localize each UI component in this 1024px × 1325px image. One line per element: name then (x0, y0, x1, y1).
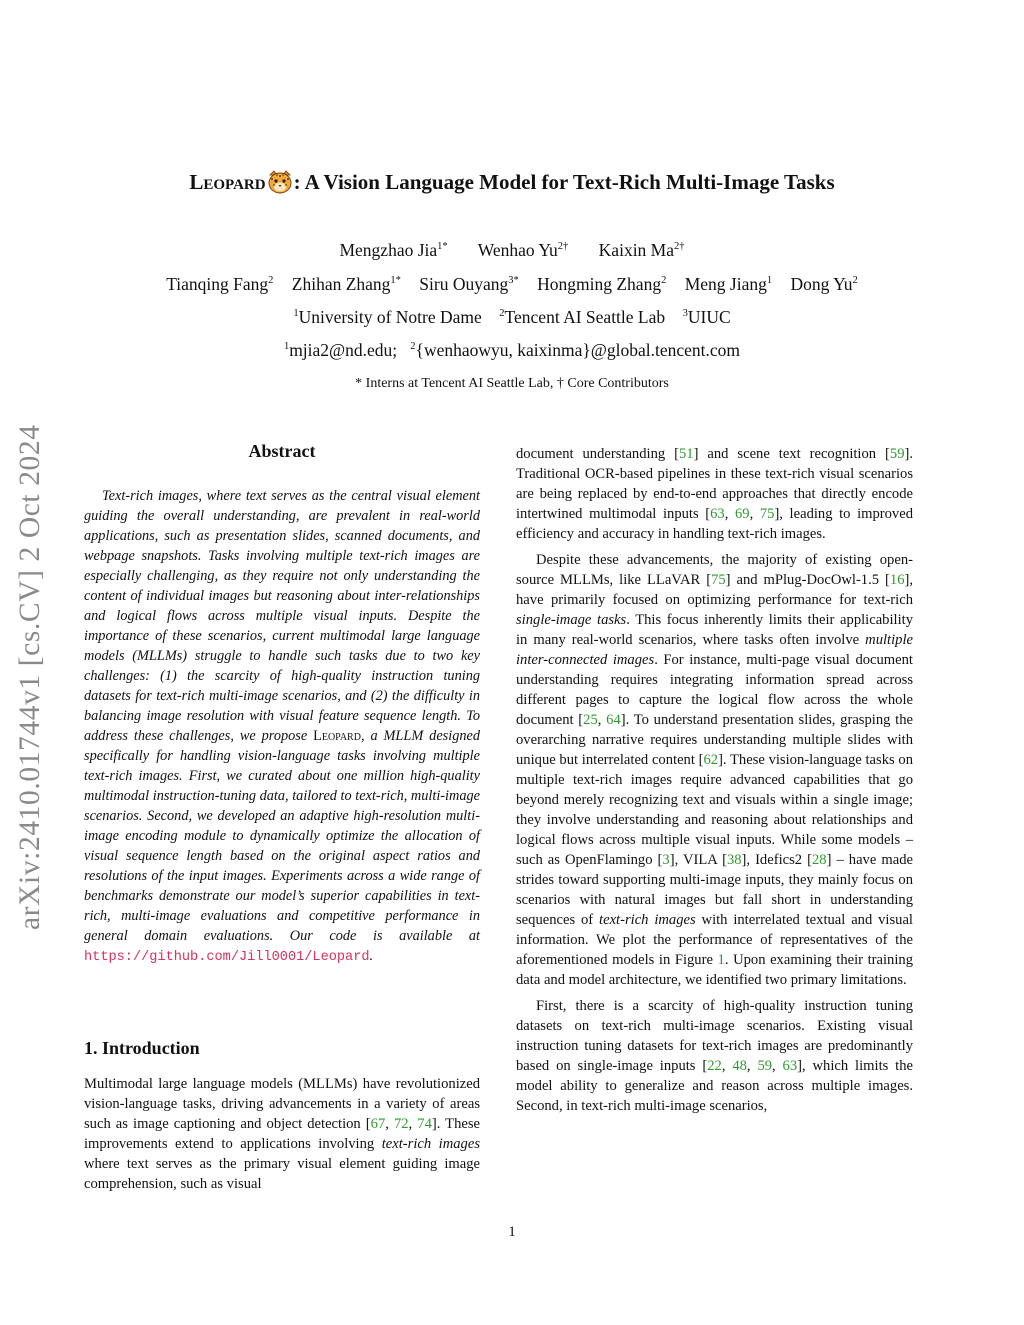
author-row-1: Mengzhao Jia$^{1*}$ Wenhao $Yu^{2\dagger}$ Kaixin $Ma^{2\dagger}$ (339, 240, 685, 260)
intro-body-right: document understanding [51] and scene text recognition [59]. Traditional OCR-based pipelines in these text-rich visual scenarios are being replaced by end-to-end approaches that directly encode intertwined multimodal inputs [63, 69, 75], leading to improved efficiency and accuracy in handling text-rich images. Despite these advancements, the majority of existing open-source MLLMs, like LLaVAR [75] and mPlug-DocOwl-1.5 [16], have primarily focused on optimizing performance for text-rich single-image tasks. This focus inherently limits their applicability in many real-world scenarios, where tasks often involve multiple inter-connected images. For instance, multi-page visual document understanding requires integrating information spread across different pages to capture the logical flow across the whole document [25, 64]. To understand presentation slides, grasping the overarching narrative requires understanding multiple slides with unique but interrelated content [62]. These vision-language tasks on multiple text-rich images require advanced capabilities that go beyond merely recognizing text and visuals within a single image; they involve understanding and reasoning about relationships and logical flows across multiple visual inputs. While some models – such as OpenFlamingo [3], VILA [38], Idefics2 [28] – have made strides toward supporting multi-image inputs, they mainly focus on scenarios with natural images but fall short in understanding sequences of text-rich images with interrelated textual and visual information. We plot the performance of representatives of the aforementioned models in Figure 1. Upon examining their training data and model architecture, we identified two primary limitations. First, there is a scarcity of high-quality instruction tuning datasets on text-rich multi-image scenarios. Existing visual instruction tuning datasets for text-rich images are predominantly based on single-image inputs [22, 48, 59, 63], which limits the model ability to generalize and reason across multiple images. Second, in text-rich multi-image scenarios, (516, 446, 914, 1114)
citation-link[interactable]: 22 (707, 1058, 722, 1074)
contribution-note: * Interns at Tencent AI Seattle Lab, † Core Contributors (355, 376, 669, 391)
citation-link[interactable]: 38 (726, 852, 742, 868)
affiliation: UIUC (687, 307, 731, 327)
model-name: Leopard (313, 728, 361, 744)
citation-link[interactable]: 69 (734, 506, 750, 522)
title-text: : A Vision Language Model for Text-Rich Multi-Image Tasks (293, 170, 835, 194)
author-name: Hongming Zhang (537, 274, 662, 294)
citation-link[interactable]: 48 (732, 1058, 747, 1074)
author-name: Mengzhao Jia (339, 240, 438, 260)
paper-title (0, 170, 1024, 200)
leopard-face-icon (267, 170, 293, 200)
citation-link[interactable]: 62 (703, 752, 719, 768)
email: {wenhaowyu, kaixinma}@global.tencent.com (415, 340, 741, 360)
citation-link[interactable]: 64 (606, 712, 621, 728)
arxiv-stamp: arXiv:2410.01744v1 [cs.CV] 2 Oct 2024 (14, 424, 46, 930)
citation-link[interactable]: 51 (679, 446, 694, 462)
affiliation: Tencent AI Seattle Lab (504, 307, 666, 327)
author-name: Kaixin Ma (598, 240, 675, 260)
author-name: Zhihan Zhang (291, 274, 391, 294)
intro-body-left: Multimodal large language models (MLLMs) have revolutionized vision-language tasks, driving advancements in a variety of areas such as image captioning and object detection [67, 72, 74]. These improvements extend to applications involving text-rich images where text serves as the primary visual element guiding image comprehension, such as visual (84, 1076, 481, 1192)
author-name: Tianqing Fang (166, 274, 269, 294)
page-number: 1 (508, 1224, 516, 1240)
abstract-heading: Abstract (248, 441, 316, 461)
citation-link[interactable]: 28 (811, 852, 827, 868)
citation-link[interactable]: 75 (759, 506, 775, 522)
citation-link[interactable]: 67 (370, 1116, 386, 1132)
affiliation: University of Notre Dame (298, 307, 482, 327)
citation-link[interactable]: 72 (393, 1116, 409, 1132)
citation-link[interactable]: 74 (417, 1116, 432, 1132)
figure-link[interactable]: 1 (717, 952, 725, 968)
citation-link[interactable]: 59 (889, 446, 905, 462)
citation-link[interactable]: 63 (710, 506, 725, 522)
author-row-2: Tianqing Fang$^2$ Zhihan Zhang$^{1*}$ Siru Ouyang$^{3*}$ Hongming Zhang$^2$ Meng Jiang$^1$ Dong Yu$^2$ (166, 274, 858, 294)
affiliations: $^1$University of Notre Dame $^2$Tencent AI Seattle Lab $^3$UIUC (293, 307, 731, 327)
citation-link[interactable]: 59 (757, 1058, 773, 1074)
email: mjia2@nd.edu; (289, 340, 398, 360)
code-link[interactable]: https://github.com/Jill0001/Leopard (84, 950, 370, 965)
section-heading-introduction: 1. Introduction (84, 1038, 200, 1058)
author-emails: $^1$mjia2@nd.edu; $^2${wenhaowyu, kaixinma}@global.tencent.com (283, 340, 741, 360)
author-name: Wenhao Yu (477, 240, 558, 260)
author-name: Meng Jiang (684, 274, 767, 294)
citation-link[interactable]: 16 (889, 572, 905, 588)
citation-link[interactable]: 25 (583, 712, 598, 728)
model-name: Leopard (189, 170, 266, 194)
author-name: Siru Ouyang (419, 274, 509, 294)
citation-link[interactable]: 63 (782, 1058, 798, 1074)
citation-link[interactable]: 3 (662, 852, 670, 868)
abstract-body: Text-rich images, where text serves as the central visual element guiding the overall understanding, are prevalent in real-world applications, such as presentation slides, scanned documents, and webpage snapshots. Tasks involving multiple text-rich images are especially challenging, as they require not only understanding the content of individual images but reasoning about inter-relationships and logical flows across multiple visual inputs. Despite the importance of these scenarios, current multimodal large language models (MLLMs) struggle to handle such tasks due to two key challenges: (1) the scarcity of high-quality instruction tuning datasets for text-rich multi-image scenarios, and (2) the difficulty in balancing image resolution with visual feature sequence length. To address these challenges, we propose Leopard, a MLLM designed specifically for handling vision-language tasks involving multiple text-rich images. First, we curated about one million high-quality multimodal instruction-tuning data, tailored to text-rich, multi-image scenarios. Second, we developed an adaptive high-resolution multi-image encoding module to dynamically optimize the allocation of visual sequence length based on the original aspect ratios and resolutions of the input images. Experiments across a wide range of benchmarks demonstrate our model’s superior capabilities in text-rich, multi-image evaluations and competitive performance in general domain evaluations. Our code is available at https://github.com/Jill0001/Leopard. (84, 488, 480, 965)
citation-link[interactable]: 75 (711, 572, 726, 588)
author-name: Dong Yu (790, 274, 853, 294)
